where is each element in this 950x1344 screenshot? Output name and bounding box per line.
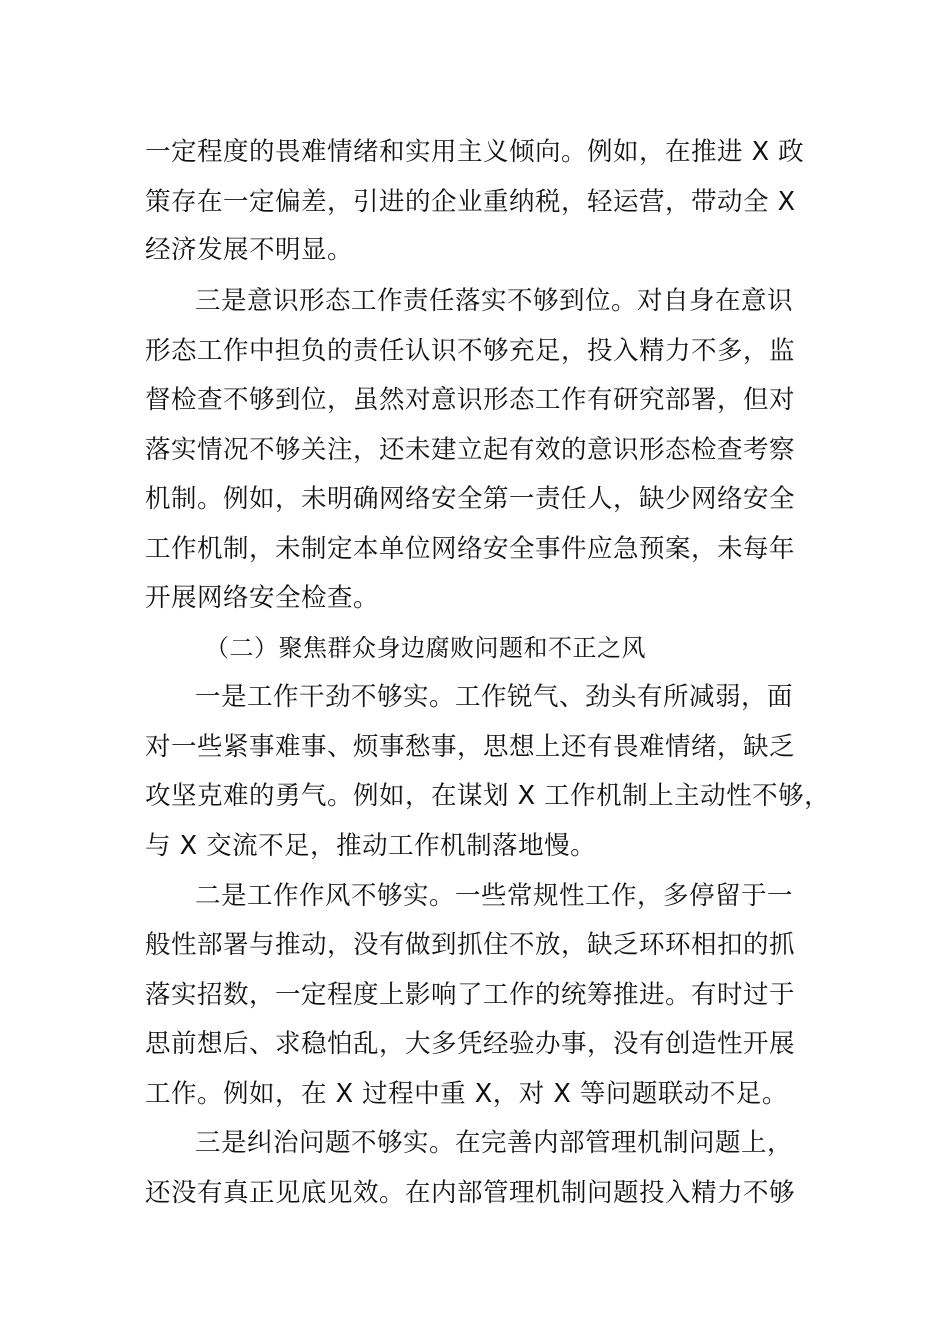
- text-line: 经济发展不明显。: [145, 235, 354, 265]
- text-line: 机制。例如，未明确网络安全第一责任人，缺少网络安全: [145, 484, 796, 514]
- paragraph-start-line: 二是工作作风不够实。一些常规性工作，多停留于一: [195, 881, 794, 911]
- section-heading: （二）聚焦群众身边腐败问题和不正之风: [205, 634, 646, 662]
- text-line: 落实情况不够关注，还未建立起有效的意识形态检查考察: [145, 435, 796, 465]
- text-line: 与 X 交流不足，推动工作机制落地慢。: [145, 831, 597, 861]
- text-line: 思前想后、求稳怕乱，大多凭经验办事，没有创造性开展: [145, 1029, 796, 1059]
- text-line: 还没有真正见底见效。在内部管理机制问题投入精力不够: [145, 1178, 796, 1208]
- text-line: 般性部署与推动，没有做到抓住不放，缺乏环环相扣的抓: [145, 930, 796, 960]
- text-line: 开展网络安全检查。: [145, 583, 380, 613]
- text-line: 攻坚克难的勇气。例如，在谋划 X 工作机制上主动性不够，: [145, 781, 831, 811]
- text-line: 形态工作中担负的责任认识不够充足，投入精力不多，监: [145, 336, 796, 366]
- text-line: 督检查不够到位，虽然对意识形态工作有研究部署，但对: [145, 385, 796, 415]
- text-line: 对一些紧事难事、烦事愁事，思想上还有畏难情绪，缺乏: [145, 732, 796, 762]
- paragraph-start-line: 三是意识形态工作责任落实不够到位。对自身在意识: [195, 286, 794, 316]
- paragraph-start-line: 一是工作干劲不够实。工作锐气、劲头有所减弱，面: [195, 682, 794, 712]
- text-line: 工作。例如，在 X 过程中重 X，对 X 等问题联动不足。: [145, 1079, 788, 1109]
- text-line: 一定程度的畏难情绪和实用主义倾向。例如，在推进 X 政: [145, 137, 805, 167]
- text-line: 工作机制，未制定本单位网络安全事件应急预案，未每年: [145, 534, 796, 564]
- text-line: 策存在一定偏差，引进的企业重纳税，轻运营，带动全 X: [145, 187, 796, 217]
- paragraph-start-line: 三是纠治问题不够实。在完善内部管理机制问题上，: [195, 1128, 794, 1158]
- text-line: 落实招数，一定程度上影响了工作的统筹推进。有时过于: [145, 980, 796, 1010]
